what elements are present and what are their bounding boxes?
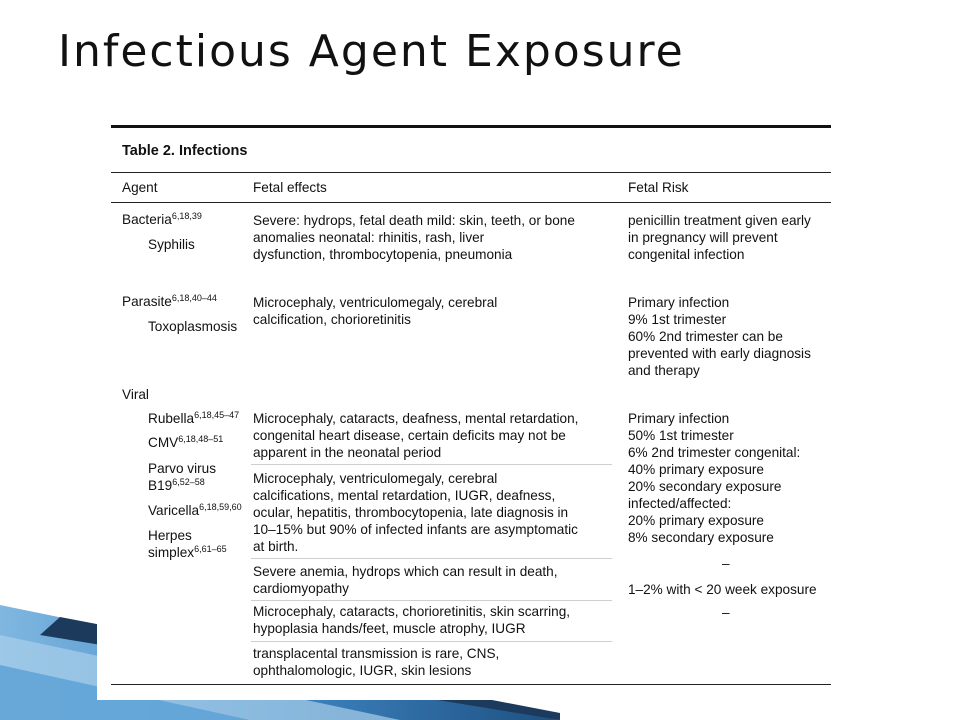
table-caption: Table 2. Infections	[122, 143, 248, 159]
slide-title: Infectious Agent Exposure	[58, 26, 685, 77]
agent-herpes-simplex: Herpes simplex$^{6,61-65}$	[148, 528, 227, 560]
agent-rubella: Rubella$^{6,18,45-47}$	[148, 410, 240, 426]
row-divider	[251, 558, 612, 559]
risk-varicella: 1–2% with < 20 week exposure	[628, 582, 817, 597]
agent-parvo-virus: Parvo virus B19$^{6,52-58}$	[148, 461, 216, 493]
row-divider	[251, 600, 612, 601]
effects-rubella: Microcephaly, cataracts, deafness, mental retardation, congenital heart disease, certain deficits may not be apparent in the neonatal period	[253, 411, 579, 460]
header-agent: Agent	[122, 180, 158, 195]
infections-table	[97, 106, 837, 700]
group-parasite: Parasite$^{6,18,40-44}$	[122, 293, 217, 309]
header-bottom-rule	[111, 202, 831, 203]
effects-varicella: Microcephaly, cataracts, chorioretinitis, skin scarring, hypoplasia hands/feet, muscle atrophy, IUGR	[253, 604, 571, 636]
effects-parvo-virus: Severe anemia, hydrops which can result in death, cardiomyopathy	[253, 564, 558, 596]
table-top-rule	[111, 125, 831, 128]
agent-toxoplasmosis: Toxoplasmosis	[148, 319, 238, 334]
group-bacteria: Bacteria$^{6,18,39}$	[122, 211, 202, 227]
risk-herpes-simplex: –	[722, 605, 730, 620]
header-fetal-risk: Fetal Risk	[628, 180, 689, 195]
group-viral: Viral	[122, 387, 149, 402]
effects-syphilis: Severe: hydrops, fetal death mild: skin, teeth, or bone anomalies neonatal: rhinitis, rash, liver dysfunction, thrombocytopenia, pneumonia	[253, 213, 575, 262]
header-fetal-effects: Fetal effects	[253, 180, 327, 195]
effects-cmv: Microcephaly, ventriculomegaly, cerebral calcifications, mental retardation, IUGR, deafness, ocular, hepatitis, thrombocytopenia, late diagnosis in 10–15% but 90% of infected infants are asymptomatic at birth.	[253, 471, 578, 554]
row-divider	[251, 641, 612, 642]
effects-toxoplasmosis: Microcephaly, ventriculomegaly, cerebral calcification, chorioretinitis	[253, 295, 498, 327]
risk-parvo-virus: –	[722, 556, 730, 571]
agent-syphilis: Syphilis	[148, 237, 195, 252]
row-divider	[251, 464, 612, 465]
agent-varicella: Varicella$^{6,18,59,60}$	[148, 502, 242, 518]
table-bottom-rule	[111, 684, 831, 685]
effects-herpes-simplex: transplacental transmission is rare, CNS, ophthalomologic, IUGR, skin lesions	[253, 646, 500, 678]
header-top-rule	[111, 172, 831, 173]
risk-rubella-cmv: Primary infection 50% 1st trimester 6% 2nd trimester congenital: 40% primary exposure 20% secondary exposure infected/affected: 20% primary exposure 8% secondary exposure	[628, 411, 801, 545]
agent-cmv: CMV$^{6,18,48-51}$	[148, 434, 224, 450]
risk-syphilis: penicillin treatment given early in pregnancy will prevent congenital infection	[628, 213, 811, 262]
risk-toxoplasmosis: Primary infection 9% 1st trimester 60% 2nd trimester can be prevented with early diagnosis and therapy	[628, 295, 811, 378]
